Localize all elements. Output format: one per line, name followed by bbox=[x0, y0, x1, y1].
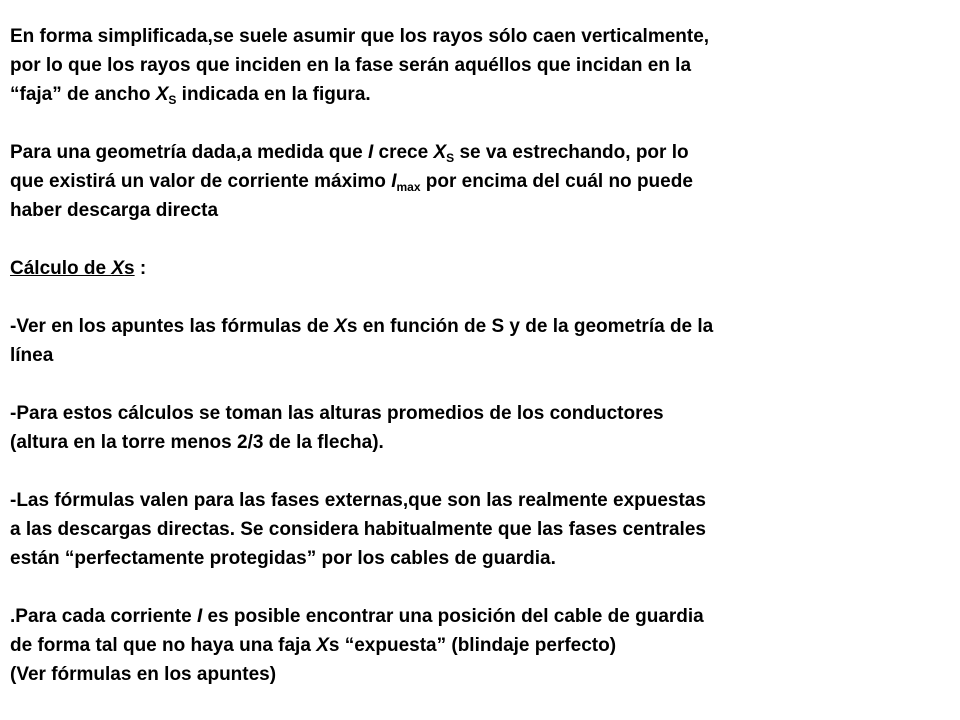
subscript-max: max bbox=[396, 180, 421, 194]
text-line: -Las fórmulas valen para las fases externas,que son las realmente expuestas bbox=[10, 490, 706, 511]
variable-x: X bbox=[316, 635, 329, 656]
slide-text-body bbox=[10, 22, 950, 689]
variable-i: I bbox=[391, 171, 397, 192]
text-run: se va estrechando, por lo bbox=[454, 142, 689, 163]
text-run: .Para cada corriente bbox=[10, 606, 197, 627]
text-run: por encima del cuál no puede bbox=[420, 171, 693, 192]
variable-x: X bbox=[111, 258, 125, 279]
text-run: es posible encontrar una posición del cable de guardia bbox=[202, 606, 704, 627]
text-line: están “perfectamente protegidas” por los cables de guardia. bbox=[10, 548, 556, 569]
text-run: “faja” de ancho bbox=[10, 84, 156, 105]
text-line bbox=[10, 602, 950, 631]
variable-i: I bbox=[367, 142, 374, 163]
heading-text: s bbox=[124, 258, 135, 279]
variable-x: X bbox=[334, 316, 347, 337]
text-run: crece bbox=[373, 142, 434, 163]
text-line bbox=[10, 138, 950, 167]
paragraph-external-phases bbox=[10, 486, 950, 573]
text-line bbox=[10, 312, 950, 341]
text-run: que existirá un valor de corriente máximo bbox=[10, 171, 392, 192]
text-line bbox=[10, 167, 950, 196]
paragraph-perfect-shielding bbox=[10, 602, 950, 689]
text-run: Para una geometría dada,a medida que bbox=[10, 142, 368, 163]
paragraph-max-current bbox=[10, 138, 950, 225]
paragraph-heights bbox=[10, 399, 950, 457]
text-run: -Ver en los apuntes las fórmulas de bbox=[10, 316, 335, 337]
text-line: En forma simplificada,se suele asumir que los rayos sólo caen verticalmente, bbox=[10, 26, 710, 47]
text-line: (altura en la torre menos 2/3 de la flecha). bbox=[10, 432, 384, 453]
paragraph-see-notes bbox=[10, 312, 950, 370]
text-line: línea bbox=[10, 345, 54, 366]
text-run: s en función de S y de la geometría de la bbox=[346, 316, 714, 337]
text-line: a las descargas directas. Se considera habitualmente que las fases centrales bbox=[10, 519, 706, 540]
text-line: haber descarga directa bbox=[10, 200, 219, 221]
text-run: de forma tal que no haya una faja bbox=[10, 635, 317, 656]
subscript-s: S bbox=[168, 93, 177, 107]
section-heading-xs bbox=[10, 254, 950, 283]
text-line: por lo que los rayos que inciden en la fase serán aquéllos que incidan en la bbox=[10, 55, 692, 76]
heading-line bbox=[10, 254, 950, 283]
subscript-s: S bbox=[446, 151, 455, 165]
paragraph-vertical-strokes bbox=[10, 22, 950, 109]
variable-x: X bbox=[433, 142, 447, 163]
text-line bbox=[10, 80, 950, 109]
text-run: indicada en la figura. bbox=[176, 84, 371, 105]
variable-x: X bbox=[155, 84, 169, 105]
heading-text: Cálculo de bbox=[10, 258, 112, 279]
text-line: -Para estos cálculos se toman las alturas promedios de los conductores bbox=[10, 403, 664, 424]
text-run: s “expuesta” (blindaje perfecto) bbox=[328, 635, 617, 656]
text-line bbox=[10, 631, 950, 660]
text-line: (Ver fórmulas en los apuntes) bbox=[10, 664, 277, 685]
variable-i: I bbox=[196, 606, 203, 627]
heading-colon: : bbox=[134, 258, 147, 279]
